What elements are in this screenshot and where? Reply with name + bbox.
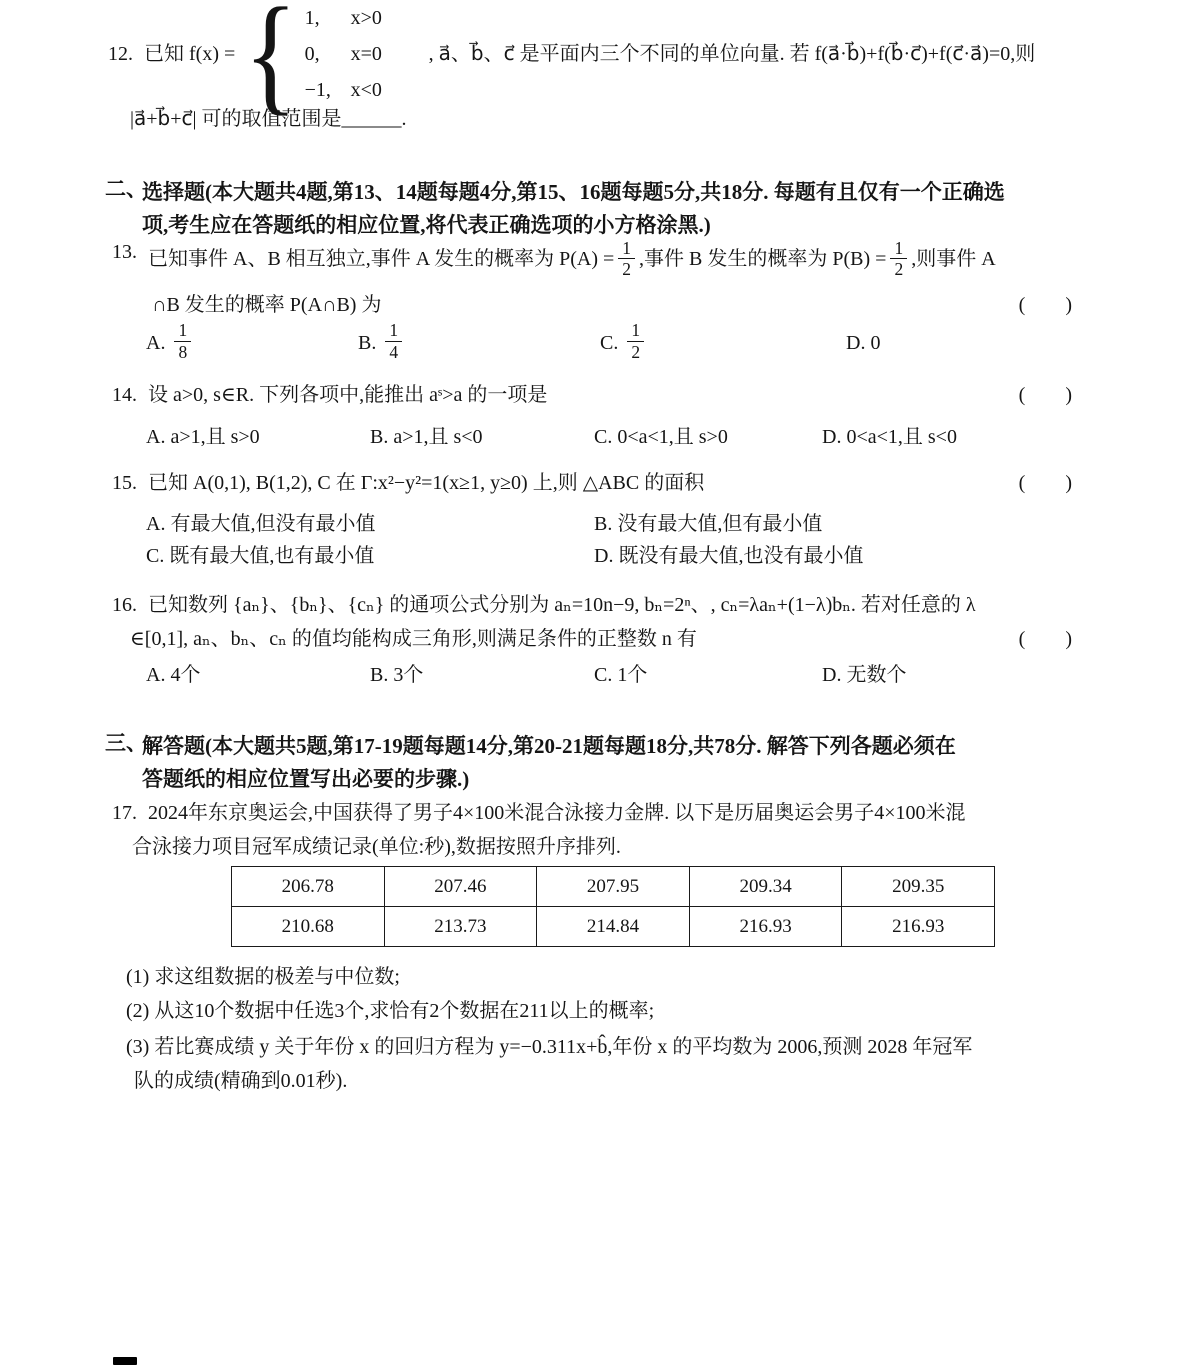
answer-paren: ( )	[1018, 628, 1072, 650]
option-b: B. a>1,且 s<0	[370, 426, 483, 448]
question-14-line1	[112, 382, 1072, 409]
question-15-options	[146, 508, 1072, 572]
table-row	[232, 867, 995, 907]
case-condition: x=0	[350, 43, 382, 65]
question-13-options	[146, 318, 1072, 368]
case-row	[305, 0, 423, 36]
option-d: D. 无数个	[822, 664, 907, 686]
piecewise-brace: {	[244, 0, 298, 127]
question-17-number: 17.	[112, 802, 137, 824]
question-17-line2: 合泳接力项目冠军成绩记录(单位:秒),数据按照升序排列.	[132, 836, 621, 858]
question-16-line2-text: ∈[0,1], aₙ、bₙ、cₙ 的值均能构成三角形,则满足条件的正整数 n 有	[130, 628, 697, 650]
q13-text-part: 已知事件 A、B 相互独立,事件 A 发生的概率为 P(A) =	[148, 248, 615, 271]
question-13-number: 13.	[112, 241, 137, 263]
question-14-options	[146, 424, 1072, 451]
case-value: 0,	[304, 43, 320, 65]
question-13-line2-text: ∩B 发生的概率 P(A∩B) 为	[152, 294, 382, 316]
table-cell: 207.46	[384, 867, 537, 907]
option-d: D. 既没有最大值,也没有最小值	[594, 545, 864, 567]
fraction: $\frac{1}{8}$	[174, 320, 191, 361]
question-13-line2	[152, 292, 1072, 319]
case-value: 1,	[304, 7, 320, 29]
fraction: $\frac{1}{2}$	[618, 238, 635, 279]
question-14-text: 设 a>0, s∈R. 下列各项中,能推出 aˢ>a 的一项是	[148, 384, 548, 406]
section-2-line2: 项,考生应在答题纸的相应位置,将代表正确选项的小方格涂黑.)	[142, 213, 711, 237]
option-c: C. 既有最大值,也有最小值	[146, 545, 375, 567]
case-condition: x>0	[350, 7, 382, 29]
answer-paren: ( )	[1018, 384, 1072, 406]
q13-text-part: ,事件 B 发生的概率为 P(B) =	[639, 248, 887, 271]
option-b: B. 没有最大值,但有最小值	[594, 513, 823, 535]
question-15-text: 已知 A(0,1), B(1,2), C 在 Γ:x²−y²=1(x≥1, y≥0) 上,则 △ABC 的面积	[148, 472, 705, 494]
fraction: $\frac{1}{2}$	[627, 320, 644, 361]
table-cell: 209.34	[689, 867, 842, 907]
section-3-line2: 答题纸的相应位置写出必要的步骤.)	[142, 767, 470, 791]
question-16-number: 16.	[112, 594, 137, 616]
section-2-text	[142, 176, 1005, 242]
table-cell: 214.84	[537, 907, 690, 947]
question-15-line1	[112, 470, 1072, 497]
question-13-line1	[112, 240, 1076, 281]
section-2-marker: 二、	[105, 177, 147, 201]
answer-paren: ( )	[1018, 472, 1072, 494]
question-12-text: , a⃗、b⃗、c⃗ 是平面内三个不同的单位向量. 若 f(a⃗·b⃗)+f(b⃗·c⃗)+f(c⃗·a⃗)=0,则	[428, 43, 1036, 65]
section-2-heading	[105, 176, 1105, 242]
table-row	[232, 907, 995, 947]
section-3-text	[142, 730, 956, 796]
case-row	[305, 36, 423, 72]
question-16-line2	[130, 626, 1072, 653]
question-13-text	[148, 240, 1076, 281]
question-15-number: 15.	[112, 472, 137, 494]
section-3-line1: 解答题(本大题共5题,第17-19题每题14分,第20-21题每题18分,共78分. 解答下列各题必须在	[142, 734, 956, 758]
piecewise-cases	[305, 0, 423, 108]
case-row	[305, 72, 423, 108]
option-c: C. $\frac{1}{2}$	[600, 322, 846, 363]
question-16-options	[146, 662, 1072, 689]
question-17-line1	[112, 800, 1092, 827]
question-12-number: 12.	[108, 42, 133, 65]
question-16-text: 已知数列 {aₙ}、{bₙ}、{cₙ} 的通项公式分别为 aₙ=10n−9, bₙ=2ⁿ、, cₙ=λaₙ+(1−λ)bₙ. 若对任意的 λ	[148, 594, 976, 616]
option-d: D. 0<a<1,且 s<0	[822, 426, 957, 448]
option-a: A. 有最大值,但没有最小值	[146, 513, 376, 535]
section-2-line1: 选择题(本大题共4题,第13、14题每题4分,第15、16题每题5分,共18分. 每题有且仅有一个正确选	[142, 180, 1005, 204]
question-17-text: 2024年东京奥运会,中国获得了男子4×100米混合泳接力金牌. 以下是历届奥运会男子4×100米混	[148, 802, 966, 824]
answer-paren: ( )	[1018, 294, 1072, 316]
question-17-part3-line1: (3) 若比赛成绩 y 关于年份 x 的回归方程为 y=−0.311x+b̂,年份 x 的平均数为 2006,预测 2028 年冠军	[126, 1036, 973, 1058]
question-14-number: 14.	[112, 384, 137, 406]
fraction: $\frac{1}{4}$	[385, 320, 402, 361]
option-b: B. $\frac{1}{4}$	[358, 322, 600, 363]
question-12-blank-line: |a⃗+b⃗+c⃗| 可的取值范围是______.	[130, 108, 407, 130]
table-cell: 213.73	[384, 907, 537, 947]
option-c: C. 0<a<1,且 s>0	[594, 426, 728, 448]
page-bottom-mark	[113, 1357, 137, 1365]
question-16-line1	[112, 592, 1084, 619]
question-17-part3-line2: 队的成绩(精确到0.01秒).	[134, 1070, 348, 1092]
option-a: A. 4个	[146, 664, 201, 686]
section-3-marker: 三、	[105, 731, 147, 755]
option-d: D. 0	[846, 331, 881, 354]
option-a: A. $\frac{1}{8}$	[146, 322, 358, 363]
case-value: −1,	[304, 79, 331, 101]
question-17-part1: (1) 求这组数据的极差与中位数;	[126, 966, 400, 988]
option-a: A. a>1,且 s>0	[146, 426, 260, 448]
results-table	[231, 866, 995, 947]
question-17-part2: (2) 从这10个数据中任选3个,求恰有2个数据在211以上的概率;	[126, 1000, 655, 1022]
table-cell: 209.35	[842, 867, 995, 907]
table-cell: 216.93	[689, 907, 842, 947]
table-cell: 216.93	[842, 907, 995, 947]
fraction: $\frac{1}{2}$	[890, 238, 907, 279]
table-cell: 210.68	[232, 907, 385, 947]
option-b: B. 3个	[370, 664, 424, 686]
option-c: C. 1个	[594, 664, 648, 686]
case-condition: x<0	[350, 79, 382, 101]
section-3-heading	[105, 730, 1105, 796]
question-12-lead: 已知 f(x) =	[144, 42, 236, 65]
table-cell: 207.95	[537, 867, 690, 907]
table-cell: 206.78	[232, 867, 385, 907]
q13-text-part: ,则事件 A	[911, 248, 996, 271]
